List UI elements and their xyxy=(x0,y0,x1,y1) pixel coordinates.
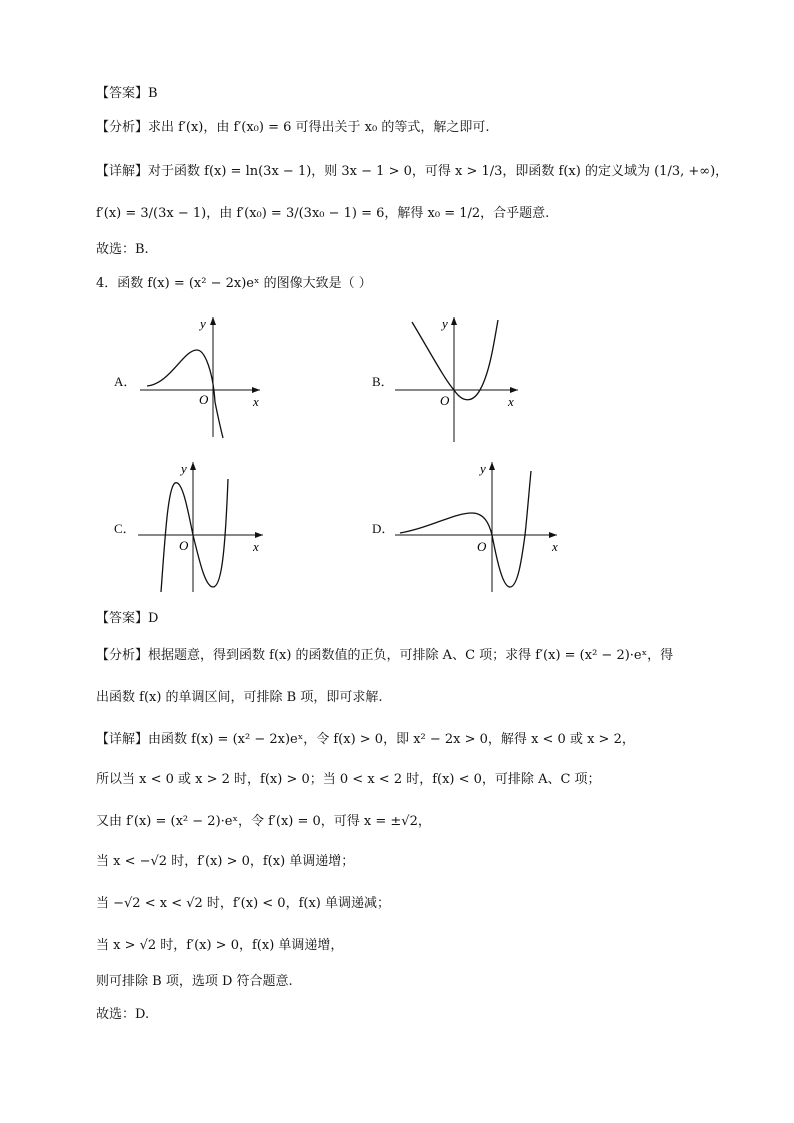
option-c-label: C． xyxy=(114,521,136,536)
axis-y-label: y xyxy=(200,316,206,331)
axis-x-label: x xyxy=(508,394,514,409)
graph-option-b xyxy=(390,312,530,447)
q3-analysis: 【分析】求出 f′(x)，由 f′(x₀) = 6 可得出关于 x₀ 的等式，解之即可. xyxy=(96,120,490,135)
axis-x-label: x xyxy=(253,539,259,554)
q4-analysis-1: 【分析】根据题意，得到函数 f(x) 的函数值的正负，可排除 A、C 项；求得 f′(x) = (x² − 2)·eˣ，得 xyxy=(96,648,674,663)
q4-detail-7: 则可排除 B 项，选项 D 符合题意. xyxy=(96,974,293,989)
axis-x-label: x xyxy=(253,394,259,409)
q4-detail-5: 当 −√2 < x < √2 时，f′(x) < 0，f(x) 单调递减； xyxy=(96,896,390,911)
q4-choose: 故选：D. xyxy=(96,1007,150,1022)
q4-detail-6: 当 x > √2 时，f′(x) > 0，f(x) 单调递增， xyxy=(96,938,344,953)
origin-label: O xyxy=(440,393,450,408)
axis-x-label: x xyxy=(552,539,558,554)
origin-label: O xyxy=(477,539,487,554)
q4-answer: 【答案】D xyxy=(96,611,159,626)
option-d-label: D． xyxy=(372,521,395,536)
graph-option-a xyxy=(135,312,270,442)
axis-y-label: y xyxy=(480,461,486,476)
q3-choose: 故选：B. xyxy=(96,242,149,257)
q3-answer: 【答案】B xyxy=(96,86,158,101)
q4-analysis-2: 出函数 f(x) 的单调区间，可排除 B 项，即可求解. xyxy=(96,690,383,705)
graph-option-c xyxy=(135,457,270,597)
q4-question: 4．函数 f(x) = (x² − 2x)eˣ 的图像大致是（ ） xyxy=(96,276,372,291)
q3-detail-1: 【详解】对于函数 f(x) = ln(3x − 1)，则 3x − 1 > 0，可得 x > 1/3，即函数 f(x) 的定义域为 (1/3, +∞)， xyxy=(96,164,729,179)
q4-detail-4: 当 x < −√2 时，f′(x) > 0，f(x) 单调递增； xyxy=(96,854,355,869)
q4-detail-1: 【详解】由函数 f(x) = (x² − 2x)eˣ，令 f(x) > 0，即 x² − 2x > 0，解得 x < 0 或 x > 2， xyxy=(96,732,635,747)
axis-y-label: y xyxy=(442,316,448,331)
origin-label: O xyxy=(199,392,209,407)
graph-option-d xyxy=(392,457,567,597)
q4-detail-2: 所以当 x < 0 或 x > 2 时，f(x) > 0；当 0 < x < 2 时，f(x) < 0，可排除 A、C 项； xyxy=(96,772,601,787)
option-b-label: B． xyxy=(372,374,394,389)
q3-detail-2: f′(x) = 3/(3x − 1)，由 f′(x₀) = 3/(3x₀ − 1) = 6，解得 x₀ = 1/2，合乎题意. xyxy=(96,206,550,221)
option-a-label: A． xyxy=(114,374,137,389)
q4-detail-3: 又由 f′(x) = (x² − 2)·eˣ，令 f′(x) = 0，可得 x = ±√2， xyxy=(96,814,431,829)
origin-label: O xyxy=(179,538,189,553)
axis-y-label: y xyxy=(181,461,187,476)
